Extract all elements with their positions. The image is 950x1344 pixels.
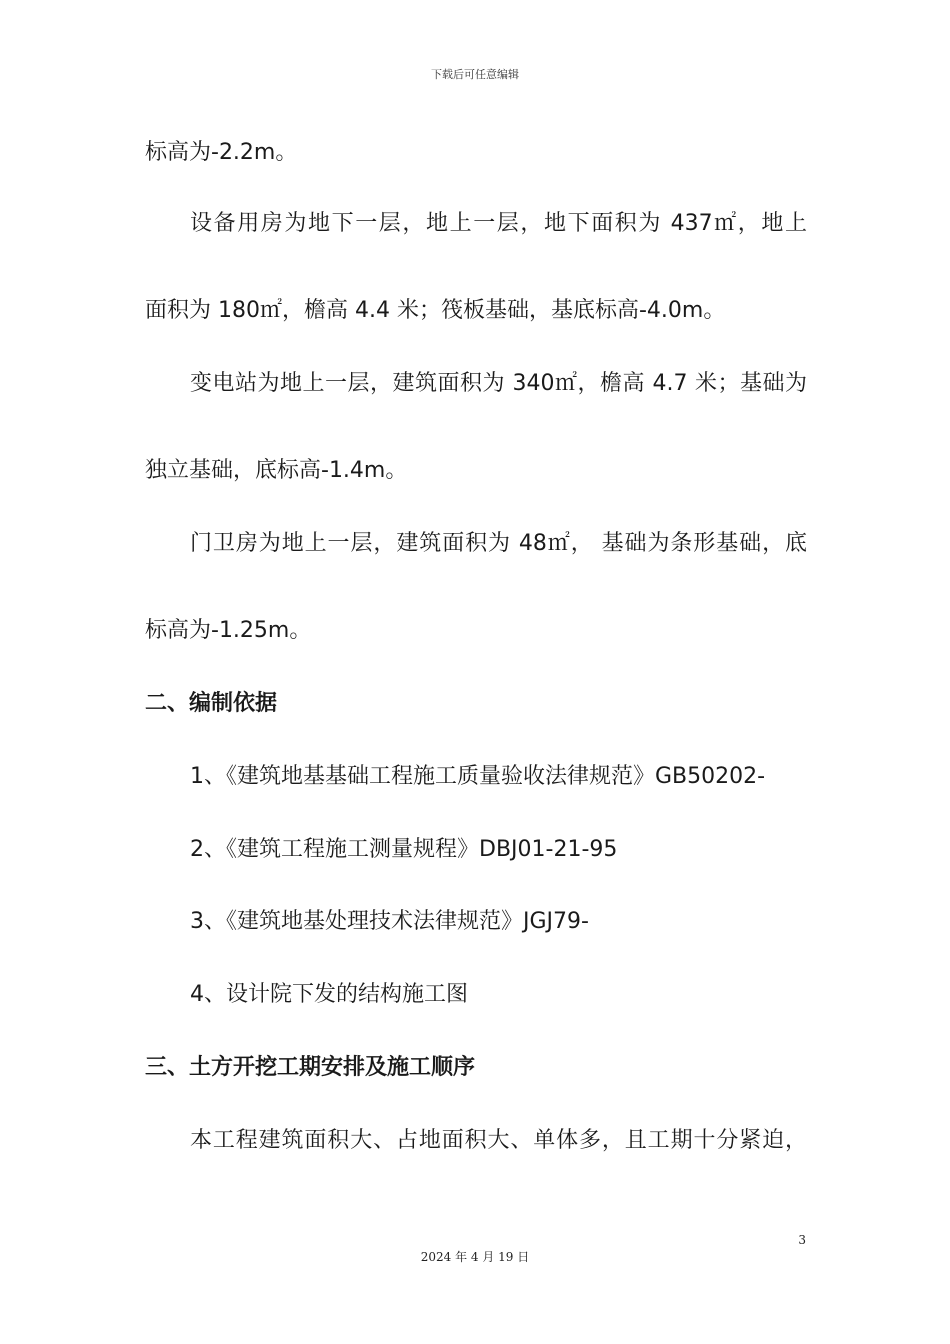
section-heading: 三、土方开挖工期安排及施工顺序 [145,1055,476,1080]
section-heading: 二、编制依据 [145,691,278,716]
paragraph-line: 标高为-1.25m。 [145,618,312,643]
paragraph-line: 变电站为地上一层，建筑面积为 340㎡，檐高 4.7 米；基础为 [190,371,807,396]
footer-date: 2024 年 4 月 19 日 [420,1250,530,1264]
page-number: 3 [798,1233,806,1247]
page-header: 下载后可任意编辑 [431,68,519,81]
list-item: 3、《建筑地基处理技术法律规范》JGJ79- [190,909,589,934]
paragraph-line: 独立基础，底标高-1.4m。 [145,458,408,483]
paragraph-line: 门卫房为地上一层，建筑面积为 48㎡， 基础为条形基础，底 [190,531,807,556]
paragraph-line: 标高为-2.2m。 [145,140,298,165]
list-item: 2、《建筑工程施工测量规程》DBJ01-21-95 [190,837,618,862]
list-item: 4、设计院下发的结构施工图 [190,982,468,1007]
paragraph-line: 设备用房为地下一层，地上一层，地下面积为 437㎡，地上 [190,211,807,236]
list-item: 1、《建筑地基基础工程施工质量验收法律规范》GB50202- [190,764,766,789]
paragraph-line: 本工程建筑面积大、占地面积大、单体多，且工期十分紧迫， [190,1128,807,1153]
paragraph-line: 面积为 180㎡，檐高 4.4 米；筏板基础，基底标高-4.0m。 [145,298,726,323]
